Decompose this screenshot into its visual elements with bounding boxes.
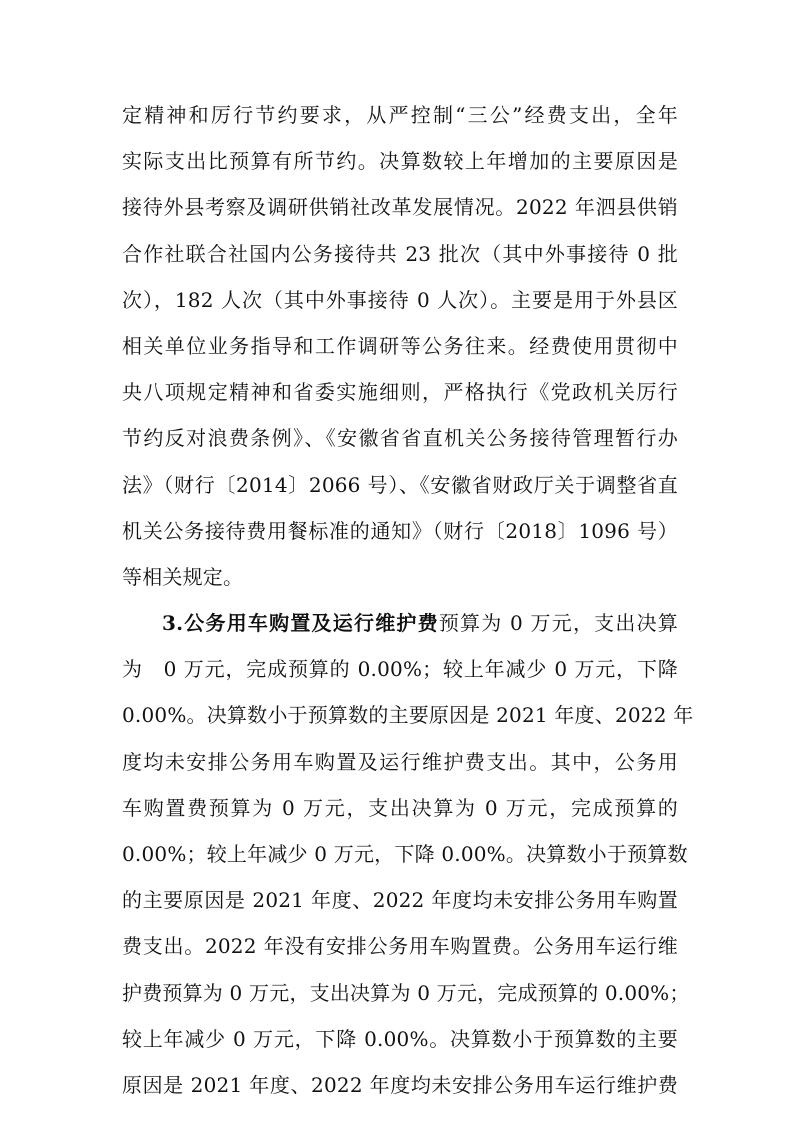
text-line: 0.00%。决算数小于预算数的主要原因是 2021 年度、2022 年 [122,703,694,728]
section-heading: 3.公务用车购置及运行维护费 [162,611,439,636]
text-line: 车购置费预算为 0 万元，支出决算为 0 万元，完成预算的 [122,795,678,820]
paragraph-reception-expenses [122,92,678,600]
paragraph-vehicle-expenses [122,600,694,1108]
text-line: 接待外县考察及调研供销社改革发展情况。2022 年泗县供销 [122,195,678,220]
text-line: 费支出。2022 年没有安排公务用车购置费。公务用车运行维 [122,934,678,959]
paragraph-first-line [122,600,678,646]
body-text [122,92,694,1108]
text-line: 的主要原因是 2021 年度、2022 年度均未安排公务用车购置 [122,888,678,913]
text-line: 次），182 人次（其中外事接待 0 人次）。主要是用于外县区 [122,287,678,312]
text-line: 度均未安排公务用车购置及运行维护费支出。其中，公务用 [122,749,678,774]
text-line: 实际支出比预算有所节约。决算数较上年增加的主要原因是 [122,149,678,174]
text-line: 机关公务接待费用餐标准的通知》（财行〔2018〕1096 号） [122,518,678,543]
text-line: 护费预算为 0 万元，支出决算为 0 万元，完成预算的 0.00%； [122,980,690,1005]
text-line: 为 0 万元，完成预算的 0.00%；较上年减少 0 万元，下降 [122,657,678,682]
text-line: 较上年减少 0 万元，下降 0.00%。决算数小于预算数的主要 [122,1026,678,1051]
text-line: 相关单位业务指导和工作调研等公务往来。经费使用贯彻中 [122,333,678,358]
text-line: 0.00%；较上年减少 0 万元，下降 0.00%。决算数小于预算数 [122,842,688,866]
text-line: 央八项规定精神和省委实施细则，严格执行《党政机关厉行 [122,380,678,405]
text-line: 等相关规定。 [122,564,244,589]
text-line: 原因是 2021 年度、2022 年度均未安排公务用车运行维护费 [122,1072,678,1097]
text-line: 法》（财行〔2014〕2066 号）、《安徽省财政厅关于调整省直 [122,472,678,497]
text-line: 合作社联合社国内公务接待共 23 批次（其中外事接待 0 批 [122,241,678,266]
text-span: 预算为 0 万元，支出决算 [438,611,678,636]
text-line: 定精神和厉行节约要求，从严控制“三公”经费支出，全年 [122,103,678,127]
text-line: 节约反对浪费条例》、《安徽省省直机关公务接待管理暂行办 [122,426,678,451]
